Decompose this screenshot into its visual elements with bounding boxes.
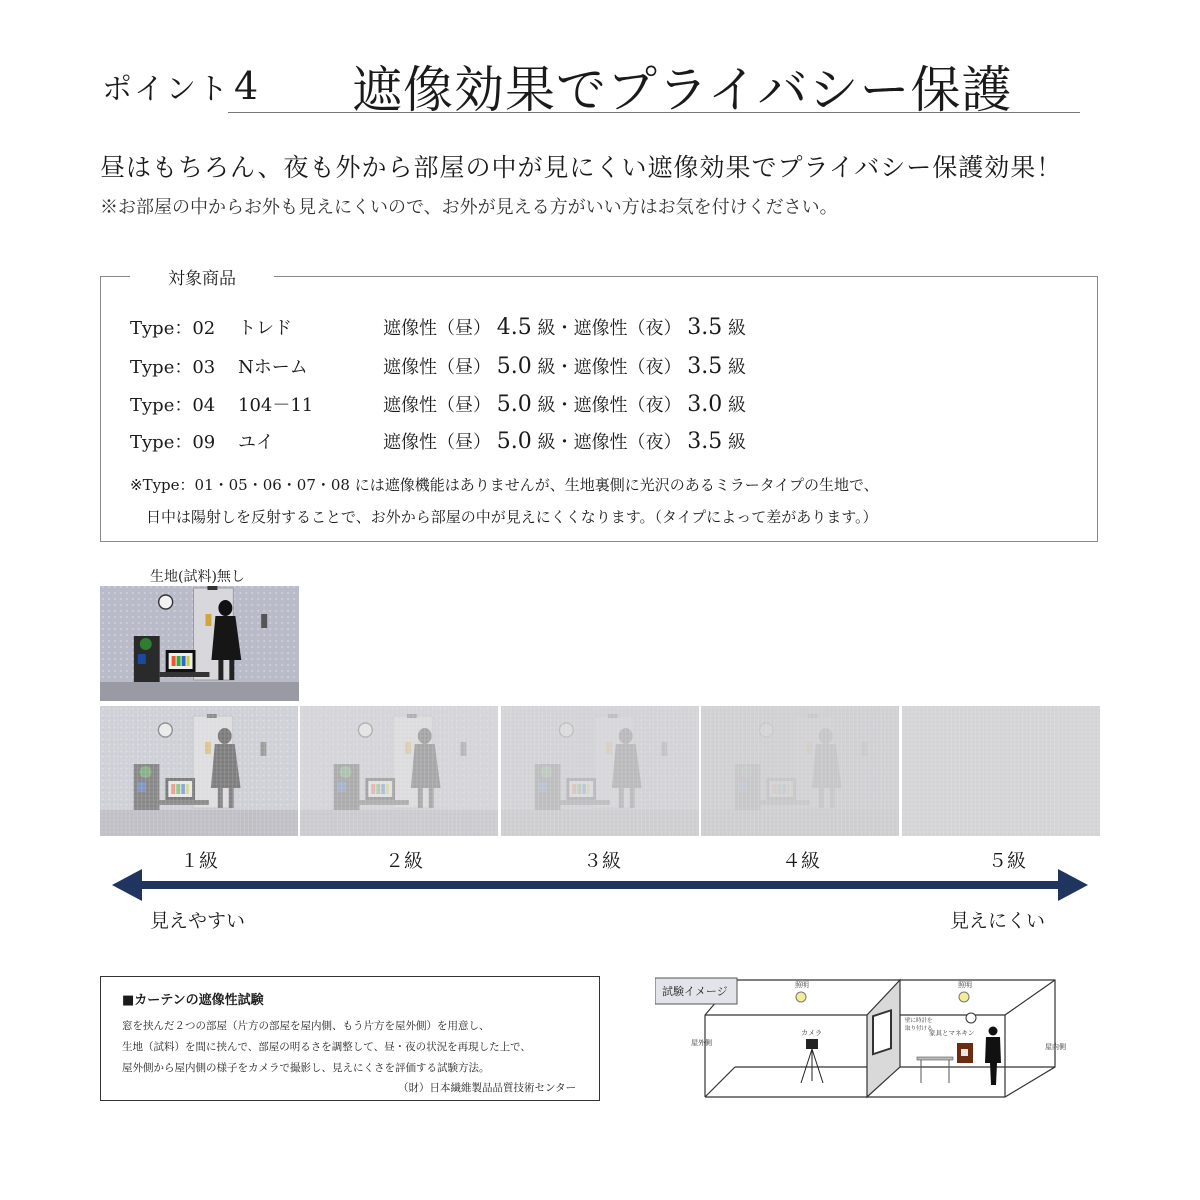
clock-note-label-2: 取り付ける bbox=[905, 1026, 933, 1032]
day-grade: 5.0 bbox=[496, 429, 532, 454]
level-3-label: ３級 bbox=[582, 850, 621, 872]
point-number: 4 bbox=[234, 64, 261, 108]
level-1-label: １級 bbox=[179, 850, 218, 872]
lead-text: 昼はもちろん、夜も外から部屋の中が見にくい遮像効果でプライバシー保護効果！ bbox=[100, 153, 1063, 182]
level-2-label: ２級 bbox=[384, 850, 423, 872]
night-grade: 3.5 bbox=[687, 354, 723, 379]
level-5-label: ５級 bbox=[987, 850, 1026, 872]
page-title: 遮像効果でプライバシー保護 bbox=[352, 61, 1013, 119]
product-type: Type：03 bbox=[130, 357, 216, 378]
outdoor-label: 屋外側 bbox=[691, 1039, 712, 1047]
product-type: Type：09 bbox=[130, 432, 216, 453]
test-image-diagram bbox=[655, 975, 1075, 1105]
camera-icon bbox=[806, 1039, 818, 1049]
caution-note: ※お部屋の中からお外も見えにくいので、お外が見える方がいい方はお気を付けください。 bbox=[100, 197, 838, 218]
test-method-source: （財）日本繊維製品品質技術センター bbox=[398, 1082, 577, 1094]
grade-text: 級・遮像性（夜） bbox=[537, 395, 682, 416]
level-5-photo bbox=[902, 706, 1100, 836]
product-name: Nホーム bbox=[238, 357, 308, 378]
product-type: Type：04 bbox=[130, 395, 216, 416]
test-method-line: 生地（試料）を間に挟んで、部屋の明るさを調整して、昼・夜の状況を再現した上で、 bbox=[122, 1041, 531, 1053]
day-grade: 4.5 bbox=[496, 315, 532, 340]
camera-label: カメラ bbox=[801, 1029, 822, 1037]
level-4-photo bbox=[701, 706, 899, 836]
product-row bbox=[130, 391, 746, 417]
product-row bbox=[130, 428, 746, 454]
level-2-photo bbox=[300, 706, 498, 836]
grade-suffix: 級 bbox=[727, 318, 746, 339]
level-1-photo bbox=[100, 706, 298, 836]
indoor-label: 屋内側 bbox=[1045, 1043, 1066, 1051]
reference-photo bbox=[100, 586, 299, 701]
clock-icon bbox=[966, 1013, 976, 1023]
test-method-line: 屋外側から屋内側の様子をカメラで撮影し、見えにくさを評価する試験方法。 bbox=[122, 1062, 490, 1074]
grade-text: 級・遮像性（夜） bbox=[537, 432, 682, 453]
title-underline bbox=[228, 112, 1080, 113]
right-light-label: 照明 bbox=[958, 981, 972, 989]
test-method-title: ■カーテンの遮像性試験 bbox=[122, 993, 264, 1008]
night-grade: 3.5 bbox=[687, 315, 723, 340]
product-name: 104－11 bbox=[238, 395, 314, 416]
mannequin-icon bbox=[985, 1037, 1001, 1085]
scale-easy-label: 見えやすい bbox=[150, 910, 246, 932]
left-light-label: 照明 bbox=[795, 981, 809, 989]
product-row bbox=[130, 314, 746, 340]
scale-hard-label: 見えにくい bbox=[950, 910, 1046, 932]
product-row bbox=[130, 353, 746, 379]
grade-text: 級・遮像性（夜） bbox=[537, 318, 682, 339]
arrow-shape bbox=[112, 869, 1088, 901]
level-4-label: ４級 bbox=[781, 850, 820, 872]
target-products-legend: 対象商品 bbox=[130, 264, 274, 289]
day-grade: 5.0 bbox=[496, 354, 532, 379]
furniture-label: 家具とマネキン bbox=[929, 1029, 975, 1037]
point-label: ポイント bbox=[102, 72, 230, 107]
point-heading bbox=[102, 64, 260, 108]
visibility-scale-arrow bbox=[112, 868, 1090, 902]
product-type: Type：02 bbox=[130, 318, 216, 339]
day-grade: 5.0 bbox=[496, 392, 532, 417]
product-name: トレド bbox=[238, 318, 292, 339]
diagram-title: 試験イメージ bbox=[662, 985, 728, 998]
day-label: 遮像性（昼） bbox=[383, 357, 491, 378]
test-method-line: 窓を挟んだ２つの部屋（片方の部屋を屋内側、もう片方を屋外側）を用意し、 bbox=[122, 1020, 490, 1032]
grade-suffix: 級 bbox=[727, 432, 746, 453]
night-grade: 3.5 bbox=[687, 429, 723, 454]
mirror-type-note: ※Type：01・05・06・07・08 には遮像機能はありませんが、生地裏側に光沢のあるミラータイプの生地で、 bbox=[130, 476, 879, 494]
reference-photo-label: 生地(試料)無し bbox=[150, 569, 245, 585]
grade-suffix: 級 bbox=[727, 395, 746, 416]
grade-suffix: 級 bbox=[727, 357, 746, 378]
day-label: 遮像性（昼） bbox=[383, 318, 491, 339]
level-3-photo bbox=[501, 706, 699, 836]
mirror-type-note-2: 日中は陽射しを反射することで、お外から部屋の中が見えにくくなります。（タイプによって差があります。） bbox=[146, 508, 878, 526]
grade-text: 級・遮像性（夜） bbox=[537, 357, 682, 378]
day-label: 遮像性（昼） bbox=[383, 395, 491, 416]
clock-note-label: 壁に時計を bbox=[905, 1018, 933, 1024]
product-name: ユイ bbox=[238, 432, 274, 453]
night-grade: 3.0 bbox=[687, 392, 723, 417]
day-label: 遮像性（昼） bbox=[383, 432, 491, 453]
